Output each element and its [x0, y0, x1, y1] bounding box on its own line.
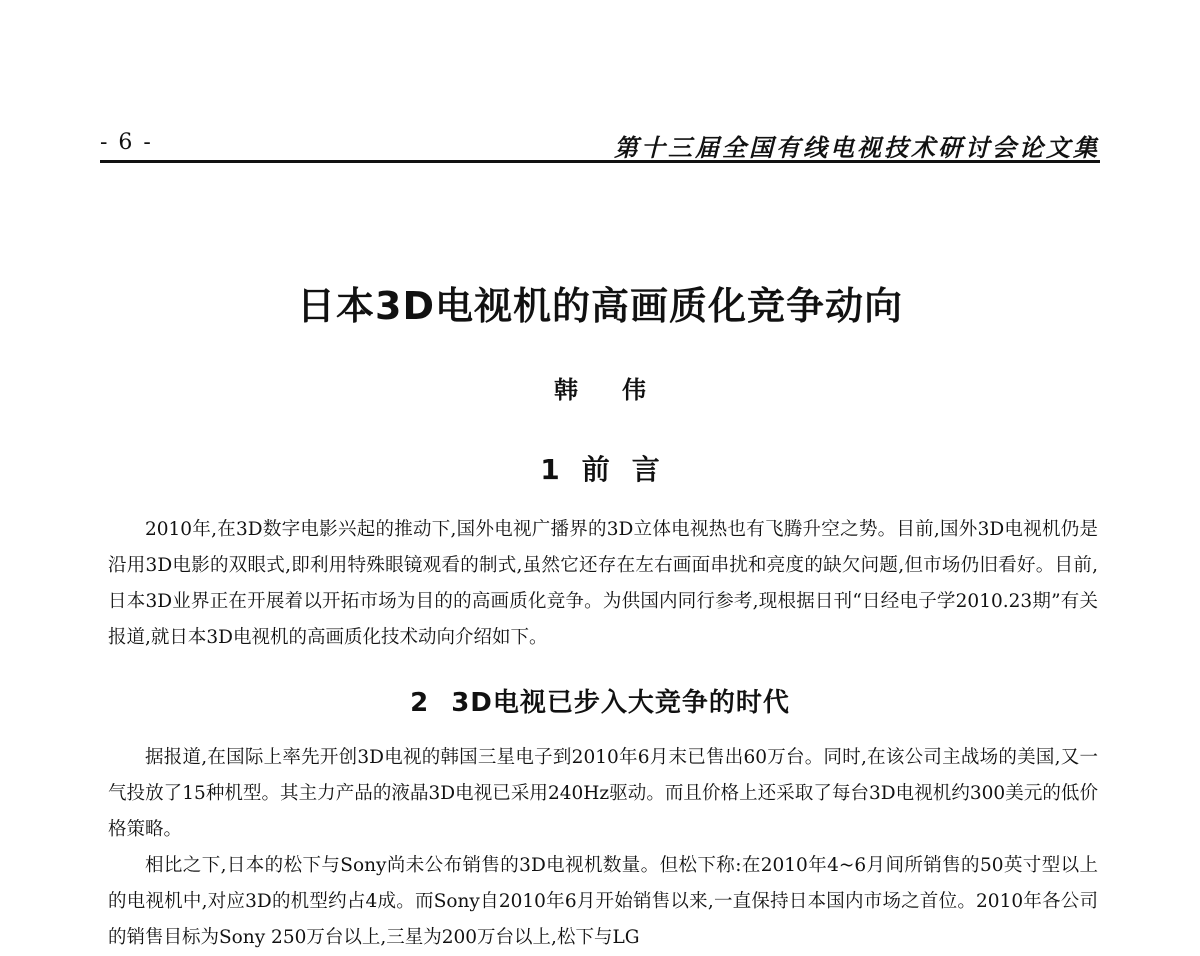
- paper-title: 日本3D电视机的高画质化竞争动向: [297, 284, 903, 328]
- section-number: 1: [540, 453, 582, 486]
- section-number: 2: [410, 688, 430, 718]
- section-title: 前言: [581, 453, 682, 486]
- author-name: 韩伟: [554, 376, 690, 404]
- section-heading-1: [0, 448, 1200, 488]
- section-title: 3D电视已步入大竞争的时代: [451, 688, 790, 718]
- body-paragraph: 据报道,在国际上率先开创3D电视的韩国三星电子到2010年6月末已售出60万台。同时,在该公司主战场的美国,又一气投放了15种机型。其主力产品的液晶3D电视已采用240Hz驱动。而且价格上还采取了每台3D电视机约300美元的低价格策略。: [108, 747, 1098, 840]
- section-heading-2: [0, 682, 1200, 719]
- body-paragraph: 相比之下,日本的松下与Sony尚未公布销售的3D电视机数量。但松下称:在2010年4~6月间所销售的50英寸型以上的电视机中,对应3D的机型约占4成。而Sony自2010年6月开始销售以来,一直保持日本国内市场之首位。2010年各公司的销售目标为Sony 250万台以上,三星为200万台以上,松下与LG: [108, 855, 1098, 948]
- page-number: - 6 -: [100, 130, 153, 155]
- journal-title: 第十三届全国有线电视技术研讨会论文集: [614, 133, 1100, 162]
- body-paragraph: 2010年,在3D数字电影兴起的推动下,国外电视广播界的3D立体电视热也有飞腾升空之势。目前,国外3D电视机仍是沿用3D电影的双眼式,即利用特殊眼镜观看的制式,虽然它还存在左右画面串扰和亮度的缺欠问题,但市场仍旧看好。目前,日本3D业界正在开展着以开拓市场为目的的高画质化竞争。为供国内同行参考,现根据日刊“日经电子学2010.23期”有关报道,就日本3D电视机的高画质化技术动向介绍如下。: [108, 519, 1098, 648]
- header-divider: [100, 160, 1100, 163]
